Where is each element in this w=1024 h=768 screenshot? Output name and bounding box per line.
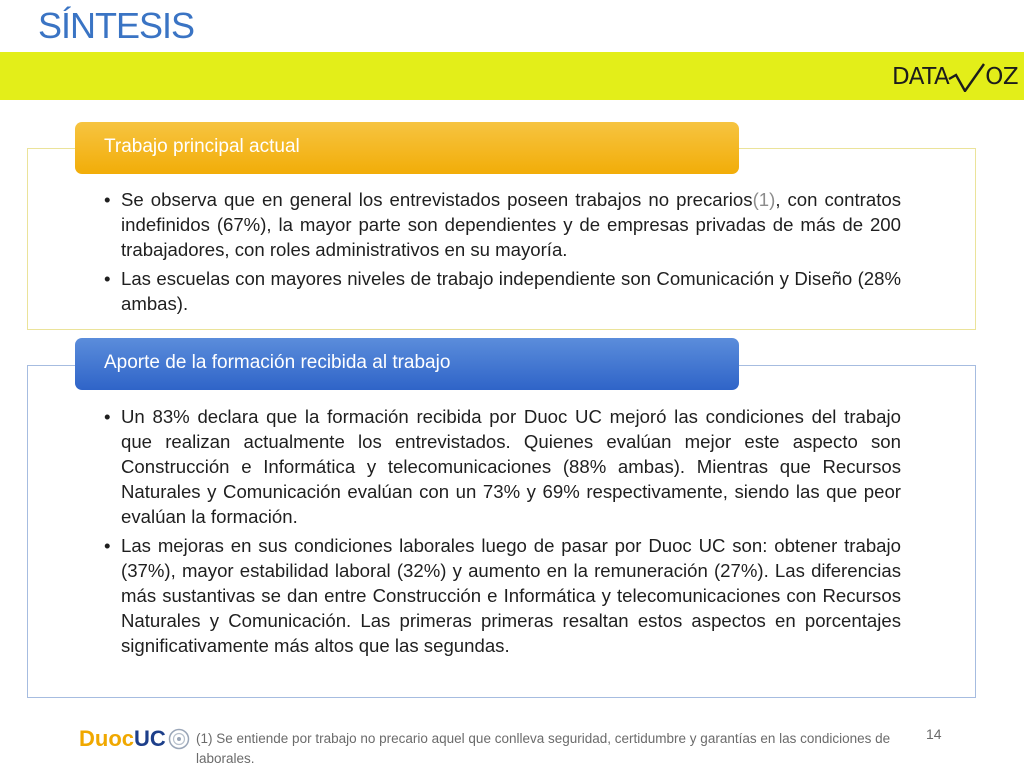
logo-duoc-text: Duoc: [79, 726, 134, 751]
list-item: [104, 187, 901, 262]
bullet-dot: •: [104, 268, 111, 289]
section-heading-trabajo: Trabajo principal actual: [75, 122, 739, 174]
footnote: (1) Se entiende por trabajo no precario aquel que conlleva seguridad, certidumbre y garantías en las condiciones de laborales.: [196, 731, 891, 766]
list-item: [104, 266, 901, 316]
bullet-dot: •: [104, 189, 111, 210]
header-band: [0, 52, 1024, 100]
duoc-uc-logo: [79, 726, 190, 752]
slide-title: SÍNTESIS: [38, 5, 195, 46]
bullet-dot: •: [104, 535, 111, 556]
section-heading-aporte: Aporte de la formación recibida al trabajo: [75, 338, 739, 390]
footnote-reference: (1): [752, 189, 776, 210]
bullet-text: Las escuelas con mayores niveles de trabajo independiente son Comunicación y Diseño (28% ambas).: [121, 268, 901, 314]
logo-text-left: DATA: [892, 64, 950, 90]
datavoz-logo: [892, 62, 1018, 92]
list-item: [104, 533, 901, 658]
bullet-list-aporte: [104, 404, 901, 662]
bullet-dot: •: [104, 406, 111, 427]
seal-icon: [168, 728, 190, 750]
bullet-text: Las mejoras en sus condiciones laborales luego de pasar por Duoc UC son: obtener trabajo (37%), mayor estabilidad laboral (32%) y aumento en la remuneración (27%). Las diferencias más sustantivas se dan entre Construcción e Informática y telecomunicaciones con Recursos Naturales y Comunicación. Las primeras primeras resaltan estos aspectos en porcentajes significativamente más altos que las segundas.: [121, 535, 901, 656]
bullet-text: Un 83% declara que la formación recibida por Duoc UC mejoró las condiciones del trabajo que realizan actualmente los entrevistados. Quienes evalúan mejor este aspecto son Construcción e Informática y telecomunicaciones (88% ambas). Mientras que Recursos Naturales y Comunicación evalúan con un 73% y 69% respectivamente, siendo las que peor evalúan la formación.: [121, 406, 901, 527]
logo-uc-text: UC: [134, 726, 166, 751]
page-number: 14: [926, 726, 942, 742]
logo-text-right: OZ: [985, 64, 1019, 90]
checkmark-v-icon: [947, 62, 987, 92]
bullet-text-continued: , con contratos indefinidos (67%), la mayor parte son dependientes y de empresas privadas de más de 200 trabajadores, con roles administrativos en su mayoría.: [121, 189, 901, 260]
bullet-list-trabajo: [104, 187, 901, 320]
bullet-text: Se observa que en general los entrevistados poseen trabajos no precarios: [121, 189, 753, 210]
list-item: [104, 404, 901, 529]
